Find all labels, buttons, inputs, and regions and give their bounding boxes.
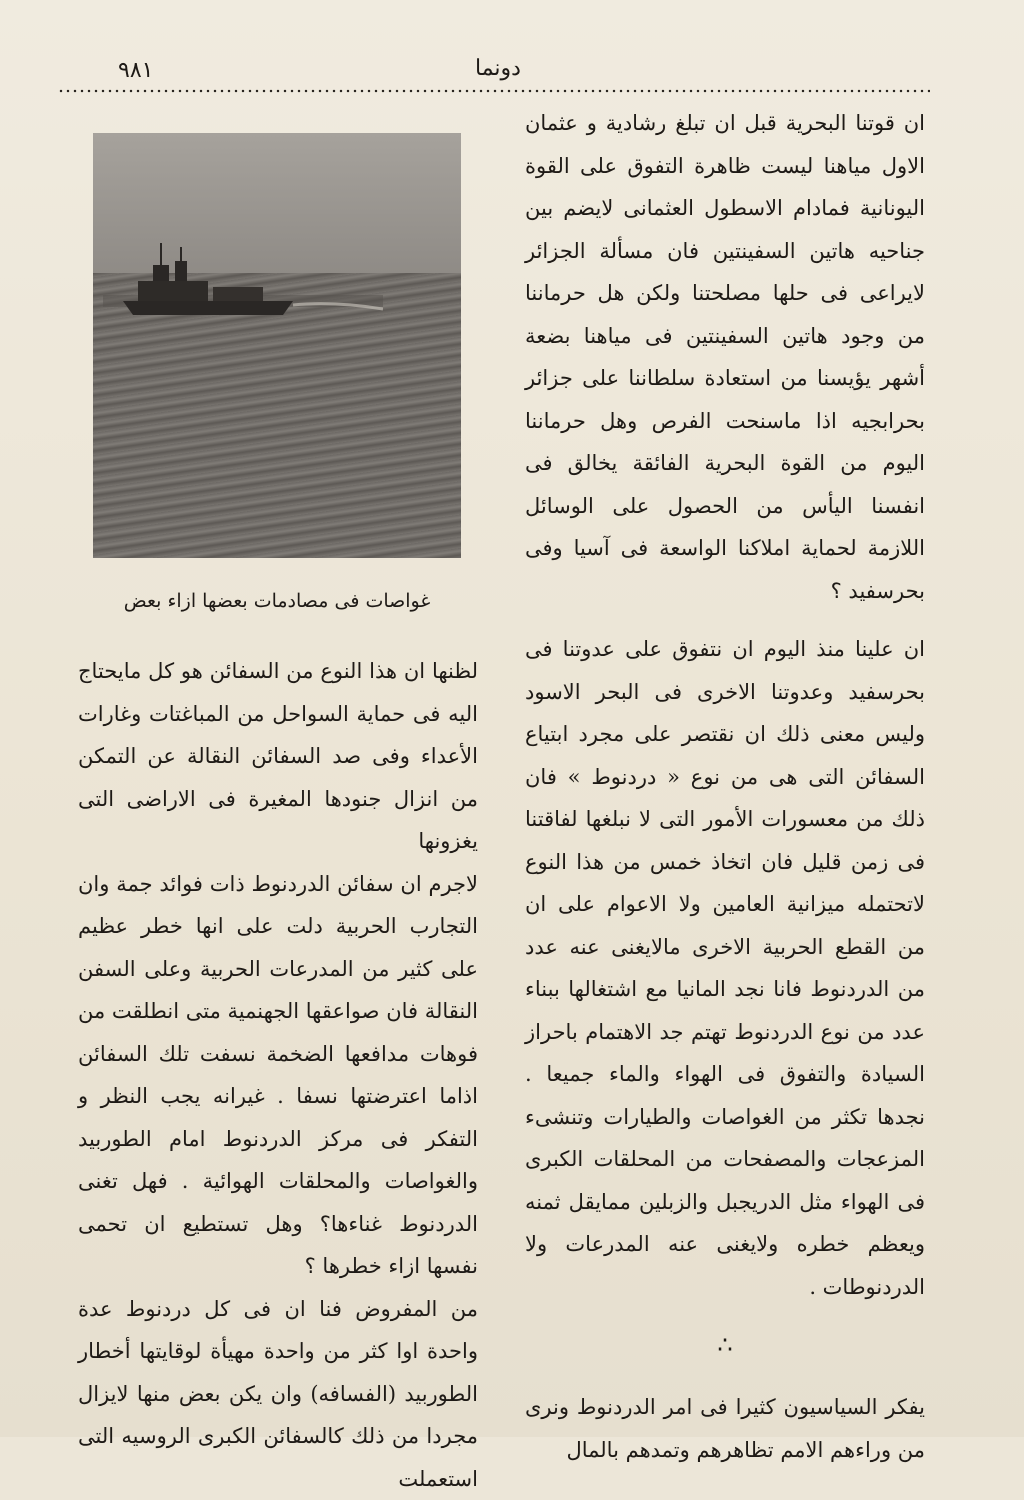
- paragraph: لظنها ان هذا النوع من السفائن هو كل مايحتاج اليه فى حماية السواحل من المباغتات وغارات الأعداء وفى صد السفائن النقالة عن التمكن من انزال جنودها المغيرة فى الاراضى التى يغزونها: [78, 650, 478, 863]
- paragraph: لاجرم ان سفائن الدردنوط ذات فوائد جمة وان التجارب الحربية دلت على انها خطر عظيم على كثير من المدرعات الحربية وعلى السفن النقالة فان صواعقها الجهنمية متى انطلقت من فوهات مدافعها الضخمة نسفت تلك السفائن اذاما اعترضتها نسفا . غيرانه يجب النظر و التفكر فى مركز الدردنوط امام الطوربيد والغواصات والمحلقات الهوائية . فهل تغنى الدردنوط غناءها؟ وهل تستطيع ان تحمى نفسها ازاء خطرها ؟: [78, 863, 478, 1288]
- right-text-column: [525, 102, 925, 1471]
- paragraph: من المفروض فنا ان فى كل دردنوط عدة واحدة اوا كثر من واحدة مهيأة لوقايتها أخطار الطوربيد (الفسافه) وان يكن بعض منها لايزال مجردا من ذلك كالسفائن الكبرى الروسيه التى استعملت: [78, 1288, 478, 1500]
- warship-photograph: [93, 133, 461, 558]
- paragraph: ان قوتنا البحرية قبل ان تبلغ رشادية و عثمان الاول مياهنا ليست ظاهرة التفوق على القوة اليونانية فمادام الاسطول العثمانى لايضم بين جناحيه هاتين السفينتين فان مسألة الجزائر لايراعى فى حلها مصلحتنا ولكن هل حرماننا من وجود هاتين السفينتين فى مياهنا بضعة أشهر يؤيسنا من استعادة سلطاننا على جزائر بحرابجيه اذا ماسنحت الفرص وهل حرماننا اليوم من القوة البحرية الفائقة يخالق فى انفسنا اليأس من الحصول على الوسائل اللازمة لحماية املاكنا الواسعة فى آسيا وفى بحرسفيد ؟: [525, 102, 925, 612]
- paragraph: ان علينا منذ اليوم ان نتفوق على عدوتنا فى بحرسفيد وعدوتنا الاخرى فى البحر الاسود وليس معنى ذلك ان نقتصر على مجرد ابتياع السفائن التى هى من نوع « دردنوط » فان ذلك من معسورات الأمور التى لا نبلغها لفاقتنا فى زمن قليل فان اتخاذ خمس من هذا النوع لاتحتمله ميزانية العامين ولا الاعوام على ان من القطع الحربية الاخرى مالايغنى عنه عدد من الدردنوط فانا نجد المانيا مع اشتغالها ببناء عدد من نوع الدردنوط تهتم جد الاهتمام باحراز السيادة والتفوق فى الهواء والماء جميعا . نجدها تكثر من الغواصات والطيارات وتنشىء المزعجات والمصفحات من المحلقات الكبرى فى الهواء مثل الدريجبل والزبلين ممايقل ثمنه ويعظم خطره ولايغنى عنه المدرعات ولا الدردنوطات .: [525, 628, 925, 1308]
- page-header: [60, 50, 960, 90]
- page-number: ٩٨١: [118, 58, 153, 83]
- running-title: دونما: [475, 56, 521, 81]
- left-text-column: [78, 650, 478, 1500]
- warship-silhouette-icon: [103, 243, 383, 333]
- header-dotted-rule: [58, 88, 930, 94]
- figure-caption: غواصات فى مصادمات بعضها ازاء بعض: [93, 590, 461, 612]
- paragraph: يفكر السياسيون كثيرا فى امر الدردنوط ونرى من وراءهم الامم تظاهرهم وتمدهم بالمال: [525, 1386, 925, 1471]
- section-separator: ∴: [525, 1330, 925, 1360]
